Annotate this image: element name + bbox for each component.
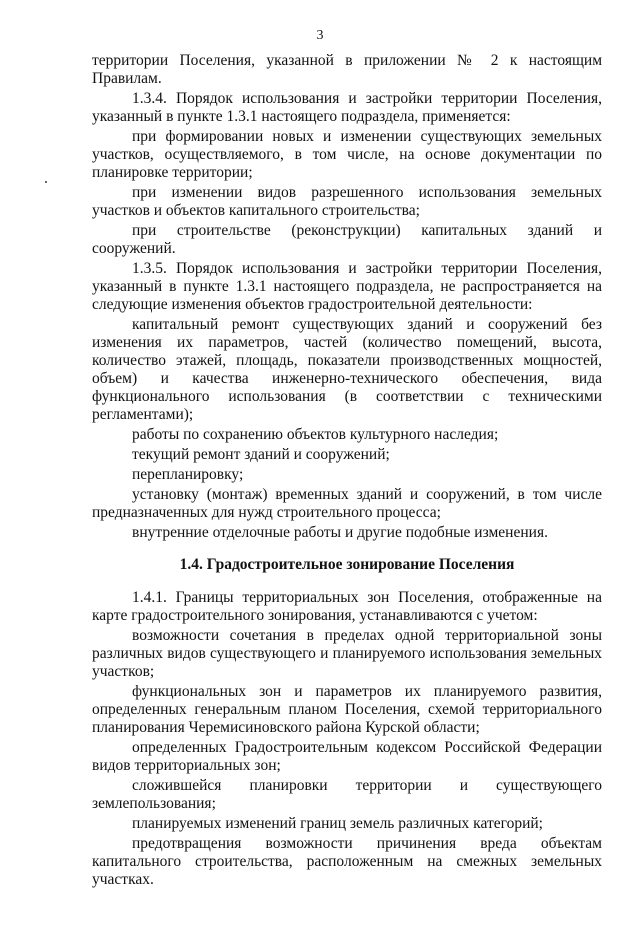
paragraph: 1.4.1. Границы территориальных зон Поселения, отображенные на карте градостроительного зонирования, устанавливаются с учетом: <box>92 589 602 624</box>
paragraph: сложившейся планировки территории и существующего землепользования; <box>92 777 602 812</box>
paragraph: при формировании новых и изменении существующих земельных участков, осуществляемого, в том числе, на основе документации по планировке территории; <box>92 128 602 181</box>
paragraph: при изменении видов разрешенного использования земельных участков и объектов капитального строительства; <box>92 184 602 219</box>
paragraph: функциональных зон и параметров их планируемого развития, определенных генеральным планом Поселения, схемой территориального планирования Черемисиновского района Курской области; <box>92 683 602 736</box>
paragraph: определенных Градостроительным кодексом Российской Федерации видов территориальных зон; <box>92 739 602 774</box>
margin-mark <box>45 181 47 183</box>
paragraph: работы по сохранению объектов культурного наследия; <box>132 426 499 443</box>
page-number: 3 <box>316 28 324 43</box>
paragraph: при строительстве (реконструкции) капитальных зданий и сооружений. <box>92 222 602 257</box>
paragraph: установку (монтаж) временных зданий и сооружений, в том числе предназначенных для нужд строительного процесса; <box>92 486 602 521</box>
paragraph: территории Поселения, указанной в приложении № 2 к настоящим Правилам. <box>92 52 602 87</box>
paragraph: планируемых изменений границ земель различных категорий; <box>132 815 543 832</box>
document-body <box>92 52 602 891</box>
paragraph: текущий ремонт зданий и сооружений; <box>132 446 390 463</box>
paragraph: 1.3.4. Порядок использования и застройки территории Поселения, указанный в пункте 1.3.1 настоящего подраздела, применяется: <box>92 90 602 125</box>
paragraph: предотвращения возможности причинения вреда объектам капитального строительства, расположенным на смежных земельных участках. <box>92 835 602 888</box>
paragraph: 1.3.5. Порядок использования и застройки территории Поселения, указанный в пункте 1.3.1 настоящего подраздела, не распространяется на следующие изменения объектов градостроительной деятельности: <box>92 260 602 313</box>
section-heading: 1.4. Градостроительное зонирование Поселения <box>179 556 515 573</box>
paragraph: капитальный ремонт существующих зданий и сооружений без изменения их параметров, частей (количество помещений, высота, количество этажей, площадь, показатели производственных мощностей, объем) и качества инженерно-технического обеспечения, вида функционального использования (в соответствии с техническими регламентами); <box>92 316 602 423</box>
paragraph: возможности сочетания в пределах одной территориальной зоны различных видов существующего и планируемого использования земельных участков; <box>92 627 602 680</box>
paragraph: внутренние отделочные работы и другие подобные изменения. <box>132 524 548 541</box>
paragraph: перепланировку; <box>132 466 244 483</box>
